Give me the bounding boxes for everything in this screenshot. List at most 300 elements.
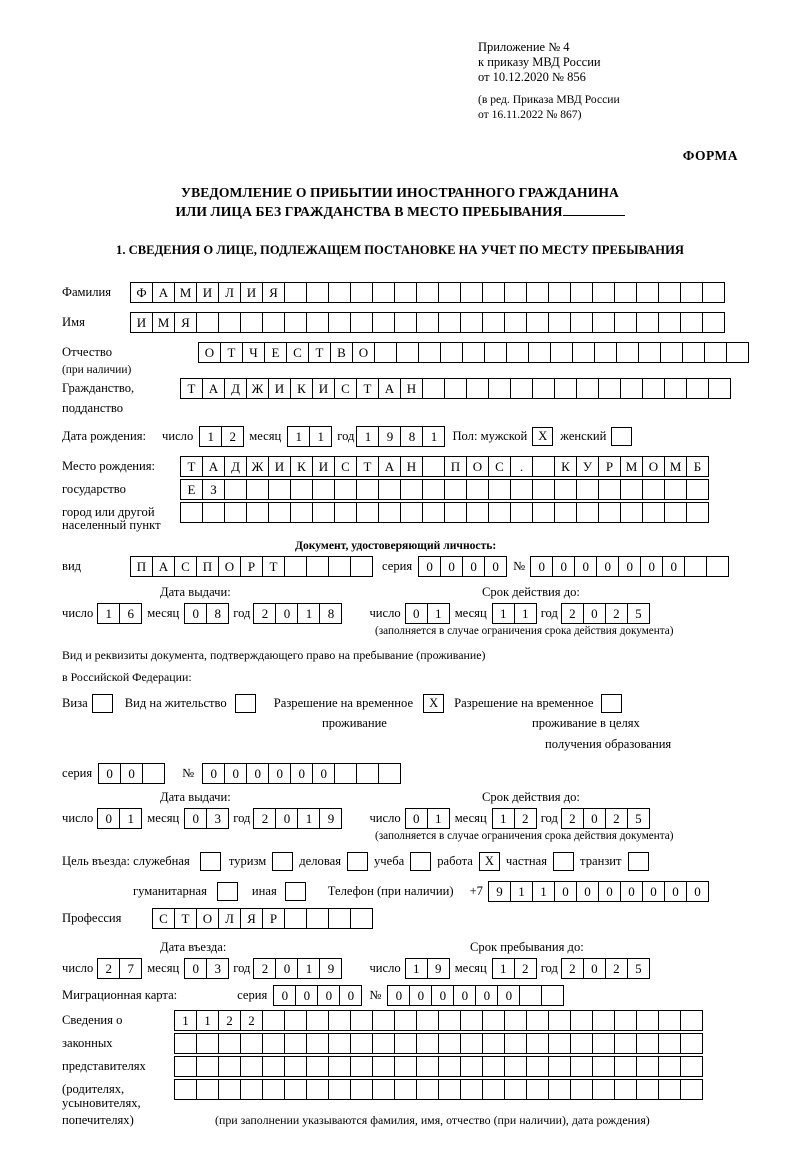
char-cell[interactable] xyxy=(598,479,621,500)
char-cell[interactable] xyxy=(658,1056,681,1077)
char-cell[interactable]: 3 xyxy=(206,958,229,979)
char-cell[interactable]: Т xyxy=(356,378,379,399)
legal-rep-row-3[interactable] xyxy=(174,1056,702,1077)
char-cell[interactable]: О xyxy=(196,908,219,929)
char-cell[interactable]: 1 xyxy=(492,808,515,829)
char-cell[interactable]: 0 xyxy=(662,556,685,577)
char-cell[interactable]: М xyxy=(664,456,687,477)
stay-month-input[interactable] xyxy=(492,958,536,979)
char-cell[interactable] xyxy=(394,1079,417,1100)
char-cell[interactable]: А xyxy=(152,556,175,577)
char-cell[interactable] xyxy=(290,502,313,523)
char-cell[interactable]: 0 xyxy=(418,556,441,577)
char-cell[interactable] xyxy=(284,1033,307,1054)
char-cell[interactable] xyxy=(240,1079,263,1100)
char-cell[interactable] xyxy=(240,1056,263,1077)
char-cell[interactable] xyxy=(196,1056,219,1077)
char-cell[interactable]: 0 xyxy=(202,763,225,784)
char-cell[interactable]: Л xyxy=(218,282,241,303)
char-cell[interactable] xyxy=(576,502,599,523)
char-cell[interactable] xyxy=(284,1010,307,1031)
char-cell[interactable]: 1 xyxy=(297,808,320,829)
char-cell[interactable] xyxy=(356,479,379,500)
char-cell[interactable] xyxy=(378,502,401,523)
char-cell[interactable]: 0 xyxy=(583,958,606,979)
char-cell[interactable]: 8 xyxy=(319,603,342,624)
char-cell[interactable]: Я xyxy=(240,908,263,929)
char-cell[interactable] xyxy=(416,1033,439,1054)
phone-input[interactable] xyxy=(488,881,708,902)
permit-valid-month-input[interactable] xyxy=(492,808,536,829)
char-cell[interactable] xyxy=(686,378,709,399)
legal-rep-row-2[interactable] xyxy=(174,1033,702,1054)
purpose-private-checkbox[interactable] xyxy=(553,852,574,871)
char-cell[interactable] xyxy=(350,1033,373,1054)
char-cell[interactable] xyxy=(394,1056,417,1077)
char-cell[interactable] xyxy=(438,1056,461,1077)
char-cell[interactable] xyxy=(262,312,285,333)
char-cell[interactable]: 1 xyxy=(196,1010,219,1031)
char-cell[interactable]: 1 xyxy=(309,426,332,447)
char-cell[interactable]: 1 xyxy=(510,881,533,902)
char-cell[interactable] xyxy=(306,312,329,333)
char-cell[interactable] xyxy=(532,479,555,500)
char-cell[interactable] xyxy=(372,312,395,333)
char-cell[interactable]: 1 xyxy=(119,808,142,829)
issue-year-input[interactable] xyxy=(253,603,341,624)
char-cell[interactable] xyxy=(684,556,707,577)
char-cell[interactable]: 3 xyxy=(206,808,229,829)
char-cell[interactable] xyxy=(526,282,549,303)
char-cell[interactable] xyxy=(616,342,639,363)
char-cell[interactable] xyxy=(438,1079,461,1100)
char-cell[interactable] xyxy=(526,1056,549,1077)
char-cell[interactable]: Т xyxy=(180,378,203,399)
char-cell[interactable]: 0 xyxy=(596,556,619,577)
issue-month-input[interactable] xyxy=(184,603,228,624)
char-cell[interactable] xyxy=(374,342,397,363)
permit-number-input[interactable] xyxy=(202,763,400,784)
char-cell[interactable]: 0 xyxy=(312,763,335,784)
char-cell[interactable]: 0 xyxy=(598,881,621,902)
char-cell[interactable] xyxy=(620,378,643,399)
char-cell[interactable]: . xyxy=(510,456,533,477)
char-cell[interactable] xyxy=(636,312,659,333)
char-cell[interactable]: 2 xyxy=(514,958,537,979)
char-cell[interactable] xyxy=(570,312,593,333)
char-cell[interactable]: Т xyxy=(262,556,285,577)
char-cell[interactable]: И xyxy=(240,282,263,303)
char-cell[interactable] xyxy=(460,1056,483,1077)
valid-month-input[interactable] xyxy=(492,603,536,624)
char-cell[interactable] xyxy=(636,1056,659,1077)
char-cell[interactable] xyxy=(658,1010,681,1031)
valid-day-input[interactable] xyxy=(405,603,449,624)
char-cell[interactable]: 1 xyxy=(356,426,379,447)
char-cell[interactable] xyxy=(526,1079,549,1100)
permit-issue-day-input[interactable] xyxy=(97,808,141,829)
char-cell[interactable]: М xyxy=(152,312,175,333)
char-cell[interactable] xyxy=(488,378,511,399)
char-cell[interactable]: П xyxy=(130,556,153,577)
char-cell[interactable] xyxy=(284,1056,307,1077)
char-cell[interactable] xyxy=(482,1056,505,1077)
char-cell[interactable] xyxy=(548,1010,571,1031)
char-cell[interactable] xyxy=(642,479,665,500)
char-cell[interactable] xyxy=(416,312,439,333)
char-cell[interactable] xyxy=(658,1033,681,1054)
doc-number-input[interactable] xyxy=(530,556,728,577)
char-cell[interactable] xyxy=(680,312,703,333)
char-cell[interactable] xyxy=(620,502,643,523)
char-cell[interactable]: 0 xyxy=(98,763,121,784)
char-cell[interactable]: 2 xyxy=(561,958,584,979)
char-cell[interactable]: М xyxy=(620,456,643,477)
char-cell[interactable] xyxy=(638,342,661,363)
char-cell[interactable] xyxy=(548,1033,571,1054)
char-cell[interactable] xyxy=(726,342,749,363)
char-cell[interactable] xyxy=(550,342,573,363)
char-cell[interactable]: 2 xyxy=(253,603,276,624)
permit-valid-year-input[interactable] xyxy=(561,808,649,829)
char-cell[interactable] xyxy=(504,1056,527,1077)
char-cell[interactable]: Т xyxy=(220,342,243,363)
char-cell[interactable] xyxy=(702,312,725,333)
char-cell[interactable] xyxy=(378,763,401,784)
char-cell[interactable]: К xyxy=(290,456,313,477)
char-cell[interactable]: И xyxy=(312,456,335,477)
char-cell[interactable] xyxy=(440,342,463,363)
char-cell[interactable]: 0 xyxy=(275,808,298,829)
char-cell[interactable]: 1 xyxy=(297,603,320,624)
char-cell[interactable] xyxy=(240,1033,263,1054)
purpose-work-checkbox[interactable]: X xyxy=(479,852,500,871)
char-cell[interactable]: 0 xyxy=(290,763,313,784)
permit-valid-day-input[interactable] xyxy=(405,808,449,829)
edu-residence-checkbox[interactable] xyxy=(601,694,622,713)
char-cell[interactable]: 0 xyxy=(184,603,207,624)
entry-day-input[interactable] xyxy=(97,958,141,979)
char-cell[interactable] xyxy=(592,312,615,333)
char-cell[interactable] xyxy=(416,1010,439,1031)
char-cell[interactable] xyxy=(246,479,269,500)
char-cell[interactable] xyxy=(438,1033,461,1054)
char-cell[interactable] xyxy=(306,282,329,303)
char-cell[interactable] xyxy=(196,1033,219,1054)
char-cell[interactable] xyxy=(174,1056,197,1077)
char-cell[interactable]: 9 xyxy=(319,808,342,829)
char-cell[interactable] xyxy=(334,763,357,784)
char-cell[interactable]: З xyxy=(202,479,225,500)
char-cell[interactable]: 9 xyxy=(427,958,450,979)
char-cell[interactable]: 7 xyxy=(119,958,142,979)
char-cell[interactable] xyxy=(246,502,269,523)
char-cell[interactable] xyxy=(350,312,373,333)
char-cell[interactable]: Ч xyxy=(242,342,265,363)
char-cell[interactable] xyxy=(488,479,511,500)
purpose-service-checkbox[interactable] xyxy=(200,852,221,871)
char-cell[interactable]: 1 xyxy=(514,603,537,624)
char-cell[interactable] xyxy=(526,1010,549,1031)
char-cell[interactable] xyxy=(460,1033,483,1054)
char-cell[interactable] xyxy=(504,1010,527,1031)
char-cell[interactable]: С xyxy=(174,556,197,577)
char-cell[interactable] xyxy=(592,1010,615,1031)
char-cell[interactable]: 8 xyxy=(206,603,229,624)
char-cell[interactable]: И xyxy=(268,456,291,477)
char-cell[interactable]: 1 xyxy=(297,958,320,979)
char-cell[interactable] xyxy=(592,1056,615,1077)
char-cell[interactable] xyxy=(642,378,665,399)
char-cell[interactable] xyxy=(350,1010,373,1031)
char-cell[interactable] xyxy=(541,985,564,1006)
char-cell[interactable]: Б xyxy=(686,456,709,477)
char-cell[interactable]: 0 xyxy=(664,881,687,902)
char-cell[interactable] xyxy=(306,908,329,929)
char-cell[interactable] xyxy=(180,502,203,523)
char-cell[interactable]: А xyxy=(202,456,225,477)
char-cell[interactable] xyxy=(576,479,599,500)
char-cell[interactable]: 0 xyxy=(431,985,454,1006)
char-cell[interactable] xyxy=(350,908,373,929)
stay-year-input[interactable] xyxy=(561,958,649,979)
char-cell[interactable] xyxy=(680,1010,703,1031)
char-cell[interactable]: 1 xyxy=(492,958,515,979)
char-cell[interactable]: 0 xyxy=(184,958,207,979)
char-cell[interactable] xyxy=(570,1033,593,1054)
char-cell[interactable]: 0 xyxy=(583,808,606,829)
char-cell[interactable] xyxy=(372,1033,395,1054)
char-cell[interactable] xyxy=(142,763,165,784)
char-cell[interactable] xyxy=(394,1033,417,1054)
char-cell[interactable] xyxy=(598,502,621,523)
char-cell[interactable] xyxy=(488,502,511,523)
birthplace-row-2[interactable] xyxy=(180,479,708,500)
char-cell[interactable]: 5 xyxy=(627,808,650,829)
char-cell[interactable] xyxy=(306,1079,329,1100)
char-cell[interactable] xyxy=(284,908,307,929)
char-cell[interactable] xyxy=(504,1033,527,1054)
char-cell[interactable]: 0 xyxy=(462,556,485,577)
char-cell[interactable]: О xyxy=(642,456,665,477)
char-cell[interactable] xyxy=(350,556,373,577)
char-cell[interactable] xyxy=(224,479,247,500)
char-cell[interactable]: 0 xyxy=(405,603,428,624)
char-cell[interactable] xyxy=(572,342,595,363)
char-cell[interactable] xyxy=(328,556,351,577)
migration-number-input[interactable] xyxy=(387,985,563,1006)
char-cell[interactable] xyxy=(504,1079,527,1100)
char-cell[interactable] xyxy=(328,1010,351,1031)
char-cell[interactable] xyxy=(438,312,461,333)
char-cell[interactable] xyxy=(284,1079,307,1100)
char-cell[interactable]: Т xyxy=(180,456,203,477)
char-cell[interactable] xyxy=(372,282,395,303)
char-cell[interactable] xyxy=(284,282,307,303)
char-cell[interactable]: 0 xyxy=(440,556,463,577)
char-cell[interactable] xyxy=(526,1033,549,1054)
char-cell[interactable] xyxy=(704,342,727,363)
char-cell[interactable]: 8 xyxy=(400,426,423,447)
char-cell[interactable]: Т xyxy=(308,342,331,363)
entry-year-input[interactable] xyxy=(253,958,341,979)
char-cell[interactable] xyxy=(196,312,219,333)
residence-permit-checkbox[interactable] xyxy=(235,694,256,713)
char-cell[interactable]: 1 xyxy=(174,1010,197,1031)
char-cell[interactable]: 0 xyxy=(387,985,410,1006)
char-cell[interactable] xyxy=(680,1033,703,1054)
char-cell[interactable]: Т xyxy=(174,908,197,929)
purpose-study-checkbox[interactable] xyxy=(410,852,431,871)
char-cell[interactable] xyxy=(328,282,351,303)
char-cell[interactable] xyxy=(532,456,555,477)
char-cell[interactable]: 0 xyxy=(275,603,298,624)
char-cell[interactable] xyxy=(528,342,551,363)
char-cell[interactable] xyxy=(664,479,687,500)
char-cell[interactable] xyxy=(708,378,731,399)
char-cell[interactable] xyxy=(460,282,483,303)
char-cell[interactable]: 0 xyxy=(552,556,575,577)
char-cell[interactable]: Т xyxy=(356,456,379,477)
char-cell[interactable]: 2 xyxy=(605,808,628,829)
char-cell[interactable] xyxy=(594,342,617,363)
char-cell[interactable] xyxy=(570,282,593,303)
char-cell[interactable] xyxy=(592,1079,615,1100)
char-cell[interactable]: 1 xyxy=(492,603,515,624)
visa-checkbox[interactable] xyxy=(92,694,113,713)
char-cell[interactable] xyxy=(482,282,505,303)
char-cell[interactable] xyxy=(592,282,615,303)
char-cell[interactable]: 0 xyxy=(618,556,641,577)
char-cell[interactable] xyxy=(702,282,725,303)
sex-female-checkbox[interactable] xyxy=(611,427,632,446)
char-cell[interactable] xyxy=(306,1056,329,1077)
char-cell[interactable]: 1 xyxy=(97,603,120,624)
char-cell[interactable]: 0 xyxy=(339,985,362,1006)
char-cell[interactable]: О xyxy=(198,342,221,363)
char-cell[interactable]: 5 xyxy=(627,603,650,624)
char-cell[interactable] xyxy=(306,1033,329,1054)
char-cell[interactable]: С xyxy=(334,378,357,399)
char-cell[interactable] xyxy=(526,312,549,333)
char-cell[interactable]: 6 xyxy=(119,603,142,624)
char-cell[interactable]: 0 xyxy=(273,985,296,1006)
char-cell[interactable]: 1 xyxy=(427,603,450,624)
char-cell[interactable]: П xyxy=(196,556,219,577)
char-cell[interactable] xyxy=(642,502,665,523)
char-cell[interactable] xyxy=(372,1010,395,1031)
char-cell[interactable]: 2 xyxy=(514,808,537,829)
char-cell[interactable]: И xyxy=(130,312,153,333)
char-cell[interactable] xyxy=(686,479,709,500)
purpose-transit-checkbox[interactable] xyxy=(628,852,649,871)
char-cell[interactable] xyxy=(482,1033,505,1054)
char-cell[interactable] xyxy=(682,342,705,363)
char-cell[interactable]: 0 xyxy=(554,881,577,902)
char-cell[interactable] xyxy=(482,1010,505,1031)
char-cell[interactable]: М xyxy=(174,282,197,303)
char-cell[interactable]: 9 xyxy=(378,426,401,447)
char-cell[interactable] xyxy=(636,1079,659,1100)
issue-day-input[interactable] xyxy=(97,603,141,624)
char-cell[interactable]: 0 xyxy=(620,881,643,902)
char-cell[interactable] xyxy=(680,1079,703,1100)
char-cell[interactable]: 0 xyxy=(576,881,599,902)
char-cell[interactable] xyxy=(614,1010,637,1031)
char-cell[interactable] xyxy=(614,1056,637,1077)
char-cell[interactable] xyxy=(460,1010,483,1031)
char-cell[interactable] xyxy=(438,1010,461,1031)
char-cell[interactable] xyxy=(570,1010,593,1031)
char-cell[interactable] xyxy=(312,502,335,523)
char-cell[interactable] xyxy=(554,378,577,399)
char-cell[interactable]: 0 xyxy=(583,603,606,624)
char-cell[interactable] xyxy=(614,312,637,333)
char-cell[interactable] xyxy=(576,378,599,399)
char-cell[interactable] xyxy=(460,312,483,333)
char-cell[interactable]: Н xyxy=(400,456,423,477)
char-cell[interactable]: С xyxy=(488,456,511,477)
char-cell[interactable] xyxy=(444,378,467,399)
char-cell[interactable] xyxy=(680,282,703,303)
char-cell[interactable] xyxy=(636,1010,659,1031)
char-cell[interactable]: 2 xyxy=(253,958,276,979)
purpose-business-checkbox[interactable] xyxy=(347,852,368,871)
char-cell[interactable] xyxy=(548,282,571,303)
char-cell[interactable]: 0 xyxy=(295,985,318,1006)
char-cell[interactable]: 0 xyxy=(409,985,432,1006)
char-cell[interactable] xyxy=(306,556,329,577)
char-cell[interactable]: 0 xyxy=(405,808,428,829)
profession-input[interactable] xyxy=(152,908,372,929)
char-cell[interactable] xyxy=(422,456,445,477)
name-input[interactable] xyxy=(130,312,724,333)
char-cell[interactable] xyxy=(202,502,225,523)
char-cell[interactable] xyxy=(268,479,291,500)
char-cell[interactable]: Р xyxy=(262,908,285,929)
char-cell[interactable]: 0 xyxy=(497,985,520,1006)
legal-rep-row-4[interactable] xyxy=(174,1079,702,1100)
doc-series-input[interactable] xyxy=(418,556,506,577)
char-cell[interactable]: Е xyxy=(264,342,287,363)
surname-input[interactable] xyxy=(130,282,724,303)
char-cell[interactable] xyxy=(196,1079,219,1100)
char-cell[interactable] xyxy=(686,502,709,523)
char-cell[interactable] xyxy=(262,1056,285,1077)
char-cell[interactable]: 0 xyxy=(574,556,597,577)
permit-series-input[interactable] xyxy=(98,763,164,784)
char-cell[interactable] xyxy=(484,342,507,363)
char-cell[interactable] xyxy=(664,378,687,399)
char-cell[interactable] xyxy=(262,1079,285,1100)
char-cell[interactable]: 0 xyxy=(268,763,291,784)
char-cell[interactable] xyxy=(636,1033,659,1054)
char-cell[interactable]: 0 xyxy=(246,763,269,784)
char-cell[interactable] xyxy=(506,342,529,363)
char-cell[interactable]: Р xyxy=(240,556,263,577)
char-cell[interactable] xyxy=(394,282,417,303)
char-cell[interactable] xyxy=(262,1010,285,1031)
char-cell[interactable] xyxy=(394,312,417,333)
char-cell[interactable] xyxy=(504,282,527,303)
char-cell[interactable] xyxy=(548,312,571,333)
char-cell[interactable]: 0 xyxy=(453,985,476,1006)
char-cell[interactable]: А xyxy=(378,378,401,399)
purpose-humanitarian-checkbox[interactable] xyxy=(217,882,238,901)
char-cell[interactable] xyxy=(224,502,247,523)
char-cell[interactable] xyxy=(462,342,485,363)
char-cell[interactable] xyxy=(504,312,527,333)
